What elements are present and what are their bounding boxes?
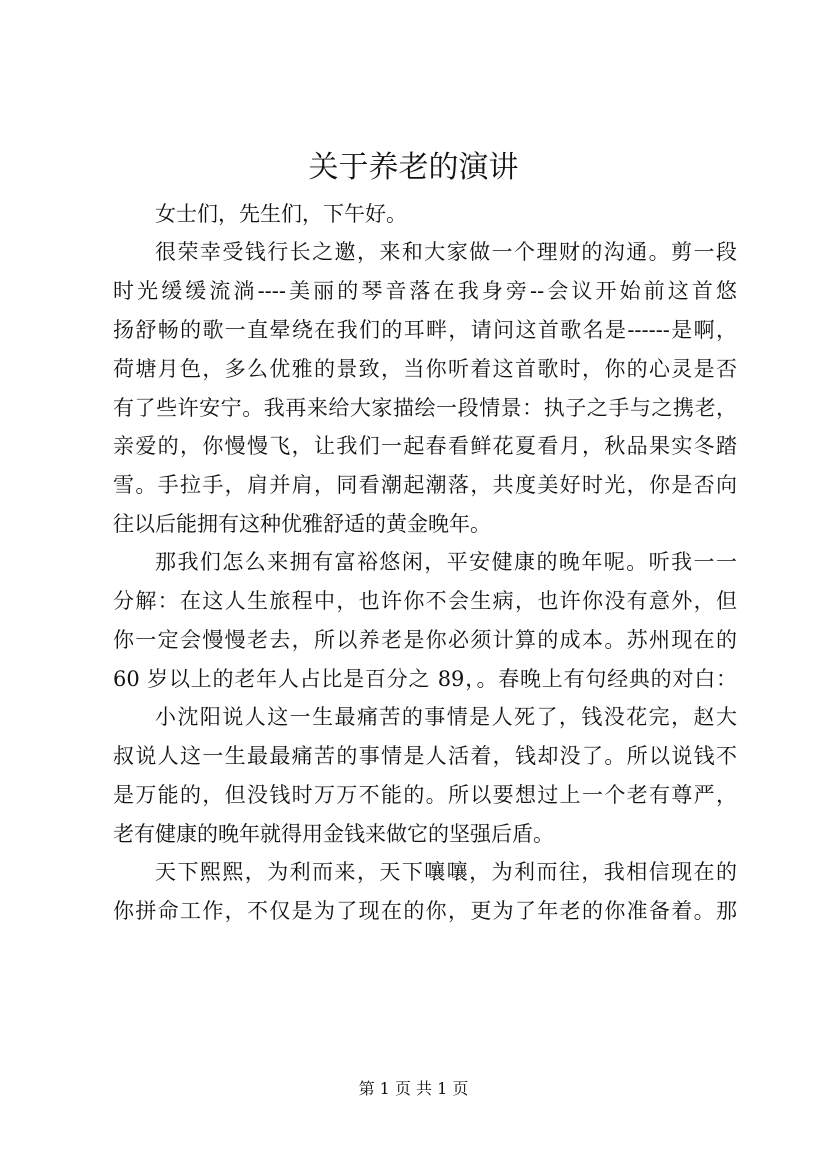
text-line: 那我们怎么来拥有富裕悠闲，平安健康的晚年呢。听我一一 (155, 550, 737, 574)
text-line: 你拼命工作，不仅是为了现在的你，更为了年老的你准备着。那 (113, 899, 737, 923)
text-line: 天下熙熙，为利而来，天下嚷嚷，为利而往，我相信现在的 (155, 860, 737, 884)
text-line: 分解：在这人生旅程中，也许你不会生病，也许你没有意外，但 (113, 589, 737, 613)
text-line: 扬舒畅的歌一直晕绕在我们的耳畔，请问这首歌名是------是啊， (113, 318, 737, 342)
text-line: 时光缓缓流淌----美丽的琴音落在我身旁--会议开始前这首悠 (113, 279, 737, 303)
document-title: 关于养老的演讲 (308, 150, 519, 185)
text-line: 是万能的，但没钱时万万不能的。所以要想过上一个老有尊严， (113, 783, 737, 807)
text-line: 有了些许安宁。我再来给大家描绘一段情景：执子之手与之携老， (113, 396, 737, 420)
text-line: 你一定会慢慢老去，所以养老是你必须计算的成本。苏州现在的 (113, 628, 737, 652)
text-line: 亲爱的，你慢慢飞，让我们一起春看鲜花夏看月，秋品果实冬踏 (113, 434, 737, 458)
text-line: 老有健康的晚年就得用金钱来做它的坚强后盾。 (113, 822, 554, 846)
text-line: 雪。手拉手，肩并肩，同看潮起潮落，共度美好时光，你是否向 (113, 473, 737, 497)
text-line: 60 岁以上的老年人占比是百分之 89，。春晚上有句经典的对白： (113, 667, 737, 691)
text-line: 往以后能拥有这种优雅舒适的黄金晚年。 (113, 512, 491, 536)
text-line: 荷塘月色，多么优雅的景致，当你听着这首歌时，你的心灵是否 (113, 357, 737, 381)
text-line: 女士们，先生们，下午好。 (155, 202, 407, 226)
text-line: 小沈阳说人这一生最痛苦的事情是人死了，钱没花完，赵大 (155, 705, 737, 729)
text-line: 叔说人这一生最最痛苦的事情是人活着，钱却没了。所以说钱不 (113, 744, 737, 768)
text-line: 很荣幸受钱行长之邀，来和大家做一个理财的沟通。剪一段 (155, 240, 737, 264)
page-footer: 第 1 页 共 1 页 (358, 1079, 469, 1098)
